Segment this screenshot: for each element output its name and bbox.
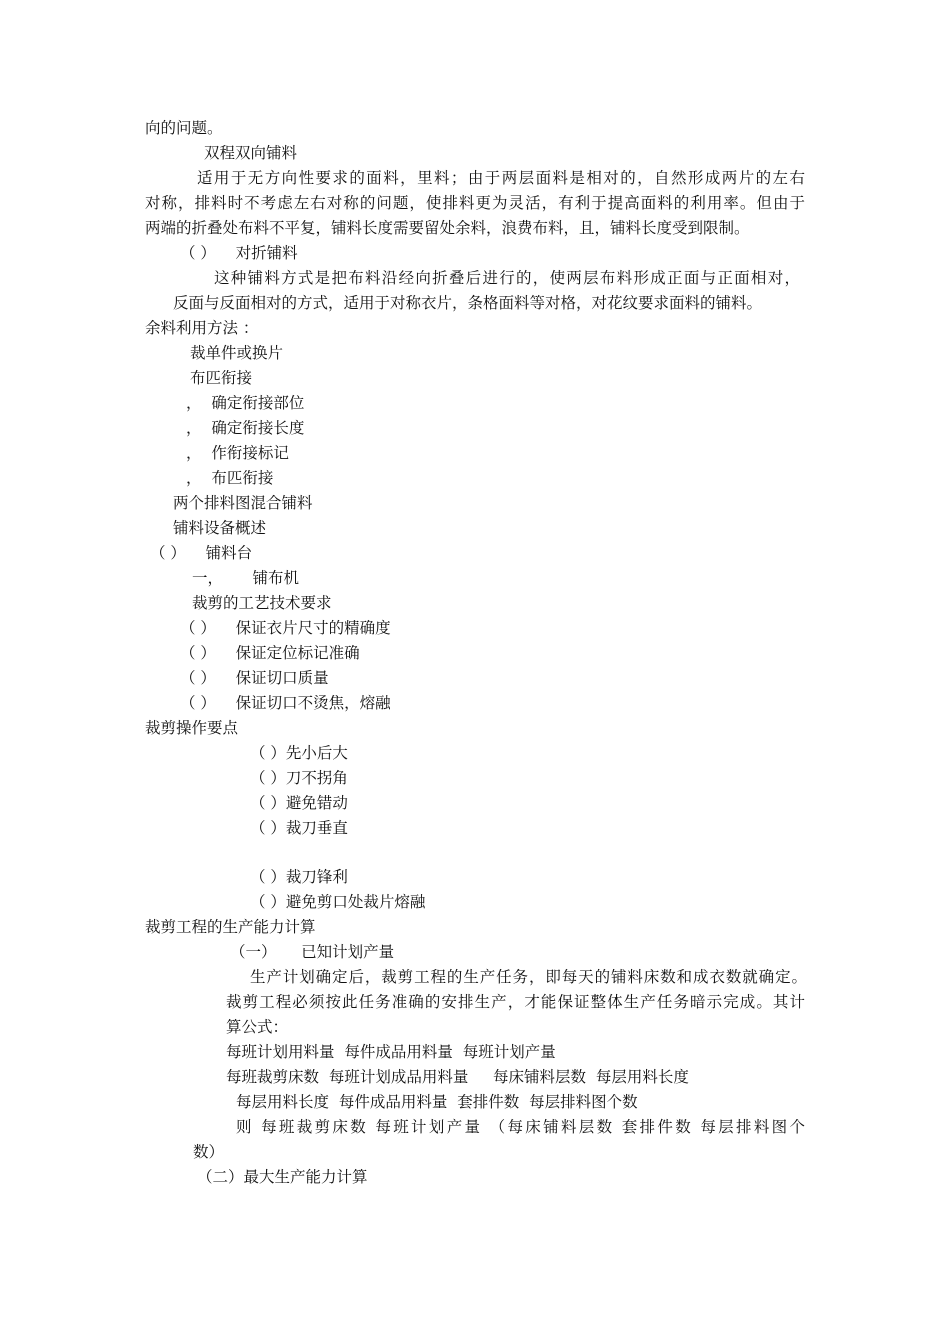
list-item: （ ）先小后大 (250, 744, 348, 762)
paragraph-line: 算公式： (226, 1018, 289, 1036)
section-heading: 铺料设备概述 (173, 519, 267, 537)
paragraph-line: 两端的折叠处布料不平复，铺料长度需要留处余料，浪费布料，且，铺料长度受到限制。 (145, 219, 750, 237)
list-item: ， 作衔接标记 (186, 444, 289, 462)
section-heading: 双程双向铺料 (204, 144, 298, 162)
list-item: 裁单件或换片 (190, 344, 284, 362)
list-item: （ ）避免剪口处裁片熔融 (250, 893, 426, 911)
list-item: （ ） 保证切口质量 (180, 669, 329, 687)
section-heading: （ ） 对折铺料 (180, 244, 298, 262)
paragraph-line: 生产计划确定后，裁剪工程的生产任务，即每天的铺料床数和成衣数就确定。 (250, 968, 807, 986)
formula-line: 每层用料长度 每件成品用料量 套排件数 每层排料图个数 (236, 1093, 638, 1111)
list-item: （ ） 保证衣片尺寸的精确度 (180, 619, 391, 637)
section-heading: 裁剪的工艺技术要求 (192, 594, 332, 612)
formula-line: 数） (193, 1143, 225, 1161)
list-item: 布匹衔接 (190, 369, 253, 387)
paragraph-line: 反面与反面相对的方式，适用于对称衣片，条格面料等对格，对花纹要求面料的铺料。 (173, 294, 763, 312)
list-item: （ ） 铺料台 (150, 544, 253, 562)
list-item: 一， 铺布机 (192, 569, 300, 587)
list-item: （ ）裁刀锋利 (250, 868, 348, 886)
section-heading: （一） 已知计划产量 (230, 943, 395, 961)
paragraph-line: 这种铺料方式是把布料沿经向折叠后进行的，使两层布料形成正面与正面相对， (214, 269, 800, 287)
paragraph-line: 适用于无方向性要求的面料，里料；由于两层面料是相对的，自然形成两片的左右 (197, 169, 805, 187)
list-item: ， 确定衔接部位 (186, 394, 305, 412)
formula-line: 则 每班裁剪床数 每班计划产量 （每床铺料层数 套排件数 每层排料图个 (236, 1118, 805, 1136)
section-heading: （二）最大生产能力计算 (197, 1168, 368, 1186)
paragraph-line: 对称，排料时不考虑左右对称的问题，使排料更为灵活，有利于提高面料的利用率。但由于 (145, 194, 805, 212)
section-heading: 裁剪工程的生产能力计算 (145, 918, 316, 936)
section-heading: 两个排料图混合铺料 (173, 494, 313, 512)
formula-line: 每班计划用料量 每件成品用料量 每班计划产量 (226, 1043, 556, 1061)
text-line: 向的问题。 (145, 119, 223, 137)
list-item: （ ）避免错动 (250, 794, 348, 812)
list-item: ， 布匹衔接 (186, 469, 274, 487)
formula-line: 每班裁剪床数 每班计划成品用料量 每床铺料层数 每层用料长度 (226, 1068, 689, 1086)
list-item: ， 确定衔接长度 (186, 419, 305, 437)
list-item: （ ）裁刀垂直 (250, 819, 348, 837)
section-heading: 裁剪操作要点 (145, 719, 239, 737)
list-item: （ ） 保证定位标记准确 (180, 644, 360, 662)
paragraph-line: 裁剪工程必须按此任务准确的安排生产，才能保证整体生产任务暗示完成。其计 (226, 993, 805, 1011)
section-heading: 余料利用方法 ： (145, 319, 259, 337)
list-item: （ ）刀不拐角 (250, 769, 348, 787)
list-item: （ ） 保证切口不烫焦，熔融 (180, 694, 391, 712)
